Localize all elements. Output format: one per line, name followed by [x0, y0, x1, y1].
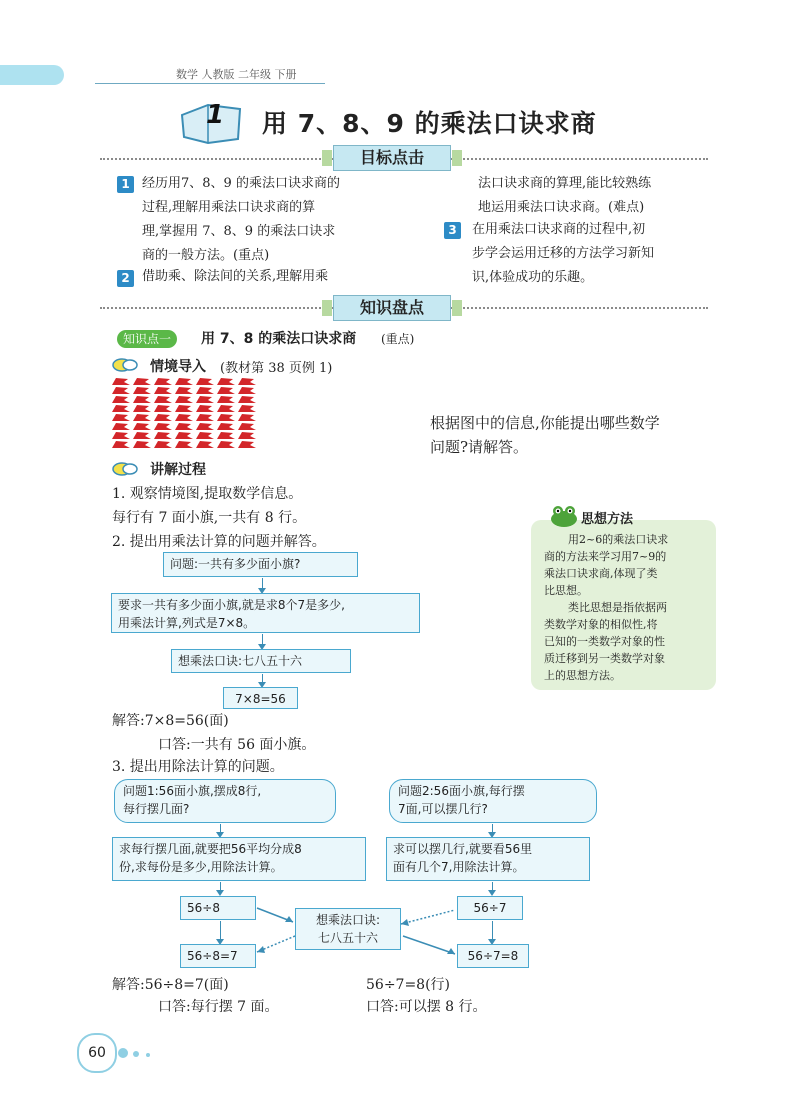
flag-icon: [238, 387, 256, 394]
page-number: 60: [77, 1033, 117, 1073]
think-box: 想乘法口诀:七八五十六: [171, 649, 351, 673]
flag-icon: [154, 441, 172, 448]
goal-number-3: 3: [444, 222, 461, 239]
goal-number-2: 2: [117, 270, 134, 287]
goals-banner: 目标点击: [333, 145, 451, 171]
explain-1-box: 求每行摆几面,就要把56平均分成8 份,求每份是多少,用除法计算。: [112, 837, 366, 881]
explain-box: 要求一共有多少面小旗,就是求8个7是多少, 用乘法计算,列式是7×8。: [111, 593, 420, 633]
flow-arrow: [220, 882, 221, 894]
flag-icon: [217, 378, 235, 385]
div-answer-2: 56÷7=8(行): [366, 977, 451, 993]
page-dot: [118, 1048, 128, 1058]
intro-question: 根据图中的信息,你能提出哪些数学 问题?请解答。: [430, 414, 660, 456]
flow-arrow: [492, 824, 493, 836]
flag-icon: [217, 396, 235, 403]
division-1-box: 56÷8: [180, 896, 256, 920]
flow-arrow: [262, 634, 263, 648]
flag-icon: [238, 414, 256, 421]
flag-icon: [133, 441, 151, 448]
process-label: 讲解过程: [150, 462, 206, 478]
intro-reference: (教材第 38 页例 1): [220, 361, 333, 376]
page-dot: [146, 1053, 150, 1057]
result-box: 7×8=56: [223, 687, 298, 709]
flag-icon: [196, 387, 214, 394]
frog-icon: [549, 504, 579, 528]
section-bullet-icon: [112, 462, 138, 476]
knowledge-point-note: (重点): [381, 332, 415, 346]
process-steps: 1. 观察情境图,提取数学信息。 每行有 7 面小旗,一共有 8 行。 2. 提出用乘法计算的问题并解答。: [112, 486, 326, 550]
mult-answer-line: 解答:7×8=56(面): [112, 713, 229, 729]
flag-icon: [196, 441, 214, 448]
goal-number-1: 1: [117, 176, 134, 193]
flag-icon: [175, 387, 193, 394]
flag-icon: [154, 423, 172, 430]
div-answer-1: 解答:56÷8=7(面): [112, 977, 229, 993]
flag-icon: [175, 432, 193, 439]
flag-icon: [175, 396, 193, 403]
lesson-number: 1: [206, 100, 225, 130]
flag-icon: [217, 441, 235, 448]
flag-icon: [112, 441, 130, 448]
flag-icon: [196, 396, 214, 403]
think-box: 想乘法口诀: 七八五十六: [295, 908, 401, 950]
flag-icon: [238, 423, 256, 430]
tip-title: 思想方法: [581, 512, 634, 527]
goal-3-text: 在用乘法口诀求商的过程中,初 步学会运用迁移的方法学习新知 识,体验成功的乐趣。: [472, 222, 655, 285]
flow-arrow: [220, 921, 221, 943]
flow-arrow: [262, 674, 263, 686]
flow-arrow: [220, 824, 221, 836]
flag-icon: [217, 423, 235, 430]
explain-2-box: 求可以摆几行,就要看56里 面有几个7,用除法计算。: [386, 837, 590, 881]
flags-picture: [110, 377, 264, 451]
flag-icon: [175, 405, 193, 412]
flow-connectors: [255, 900, 460, 960]
flag-icon: [112, 432, 130, 439]
division-2-box: 56÷7: [457, 896, 523, 920]
flag-icon: [133, 405, 151, 412]
flag-icon: [217, 405, 235, 412]
flag-icon: [196, 432, 214, 439]
div-oral-answer-2: 口答:可以摆 8 行。: [366, 999, 487, 1015]
step-3: 3. 提出用除法计算的问题。: [112, 759, 284, 775]
flag-icon: [217, 432, 235, 439]
flag-icon: [238, 396, 256, 403]
division-2-result: 56÷7=8: [457, 944, 529, 968]
flag-icon: [133, 396, 151, 403]
flag-icon: [175, 441, 193, 448]
lesson-title: 用 7、8、9 的乘法口诀求商: [262, 109, 597, 138]
flag-icon: [112, 405, 130, 412]
flag-icon: [154, 396, 172, 403]
flow-arrow: [492, 921, 493, 943]
flag-icon: [112, 423, 130, 430]
flag-icon: [196, 405, 214, 412]
goal-1-text: 经历用7、8、9 的乘法口诀求商的 过程,理解用乘法口诀求商的算 理,掌握用 7、8、9 的乘法口诀求 商的一般方法。(重点): [142, 176, 340, 263]
question-2-box: 问题2:56面小旗,每行摆 7面,可以摆几行?: [389, 779, 597, 823]
mult-oral-answer: 口答:一共有 56 面小旗。: [158, 737, 316, 753]
flag-icon: [112, 396, 130, 403]
flag-icon: [238, 378, 256, 385]
header-rule: [95, 83, 325, 84]
flag-icon: [133, 432, 151, 439]
flag-icon: [175, 423, 193, 430]
flag-icon: [133, 378, 151, 385]
flag-icon: [175, 378, 193, 385]
knowledge-point-tag: 知识点一: [117, 330, 177, 348]
flag-icon: [133, 414, 151, 421]
goal-2-text: 借助乘、除法间的关系,理解用乘: [142, 269, 329, 284]
book-header: 数学 人教版 二年级 下册: [176, 68, 297, 81]
flag-icon: [196, 423, 214, 430]
flag-icon: [217, 414, 235, 421]
flag-icon: [112, 387, 130, 394]
flag-icon: [154, 432, 172, 439]
flag-icon: [154, 405, 172, 412]
flow-arrow: [262, 578, 263, 592]
flow-arrow: [492, 882, 493, 894]
page-dot: [133, 1051, 139, 1057]
side-tab: [0, 65, 64, 85]
question-box: 问题:一共有多少面小旗?: [163, 552, 358, 577]
flag-icon: [154, 414, 172, 421]
flag-icon: [196, 414, 214, 421]
section-bullet-icon: [112, 358, 138, 372]
knowledge-banner: 知识盘点: [333, 295, 451, 321]
flag-icon: [217, 387, 235, 394]
flag-icon: [112, 414, 130, 421]
intro-label: 情境导入: [150, 359, 206, 375]
flag-icon: [133, 423, 151, 430]
flag-icon: [238, 432, 256, 439]
div-oral-answer-1: 口答:每行摆 7 面。: [158, 999, 279, 1015]
flag-icon: [238, 405, 256, 412]
flag-icon: [133, 387, 151, 394]
question-1-box: 问题1:56面小旗,摆成8行, 每行摆几面?: [114, 779, 336, 823]
flag-icon: [154, 378, 172, 385]
knowledge-point-title: 用 7、8 的乘法口诀求商: [201, 331, 357, 347]
tip-text: 用2~6的乘法口诀求 商的方法来学习用7~9的 乘法口诀求商,体现了类 比思想。 类比思想是指依据两 类数学对象的相似性,将 已知的一类数学对象的性 质迁移到另一类数学对象 上的思想方法。: [544, 533, 669, 682]
goal-2-continued: 法口诀求商的算理,能比较熟练 地运用乘法口诀求商。(难点): [478, 176, 652, 215]
flag-icon: [196, 378, 214, 385]
flag-icon: [154, 387, 172, 394]
flag-icon: [112, 378, 130, 385]
flag-icon: [238, 441, 256, 448]
flag-icon: [175, 414, 193, 421]
division-1-result: 56÷8=7: [180, 944, 256, 968]
